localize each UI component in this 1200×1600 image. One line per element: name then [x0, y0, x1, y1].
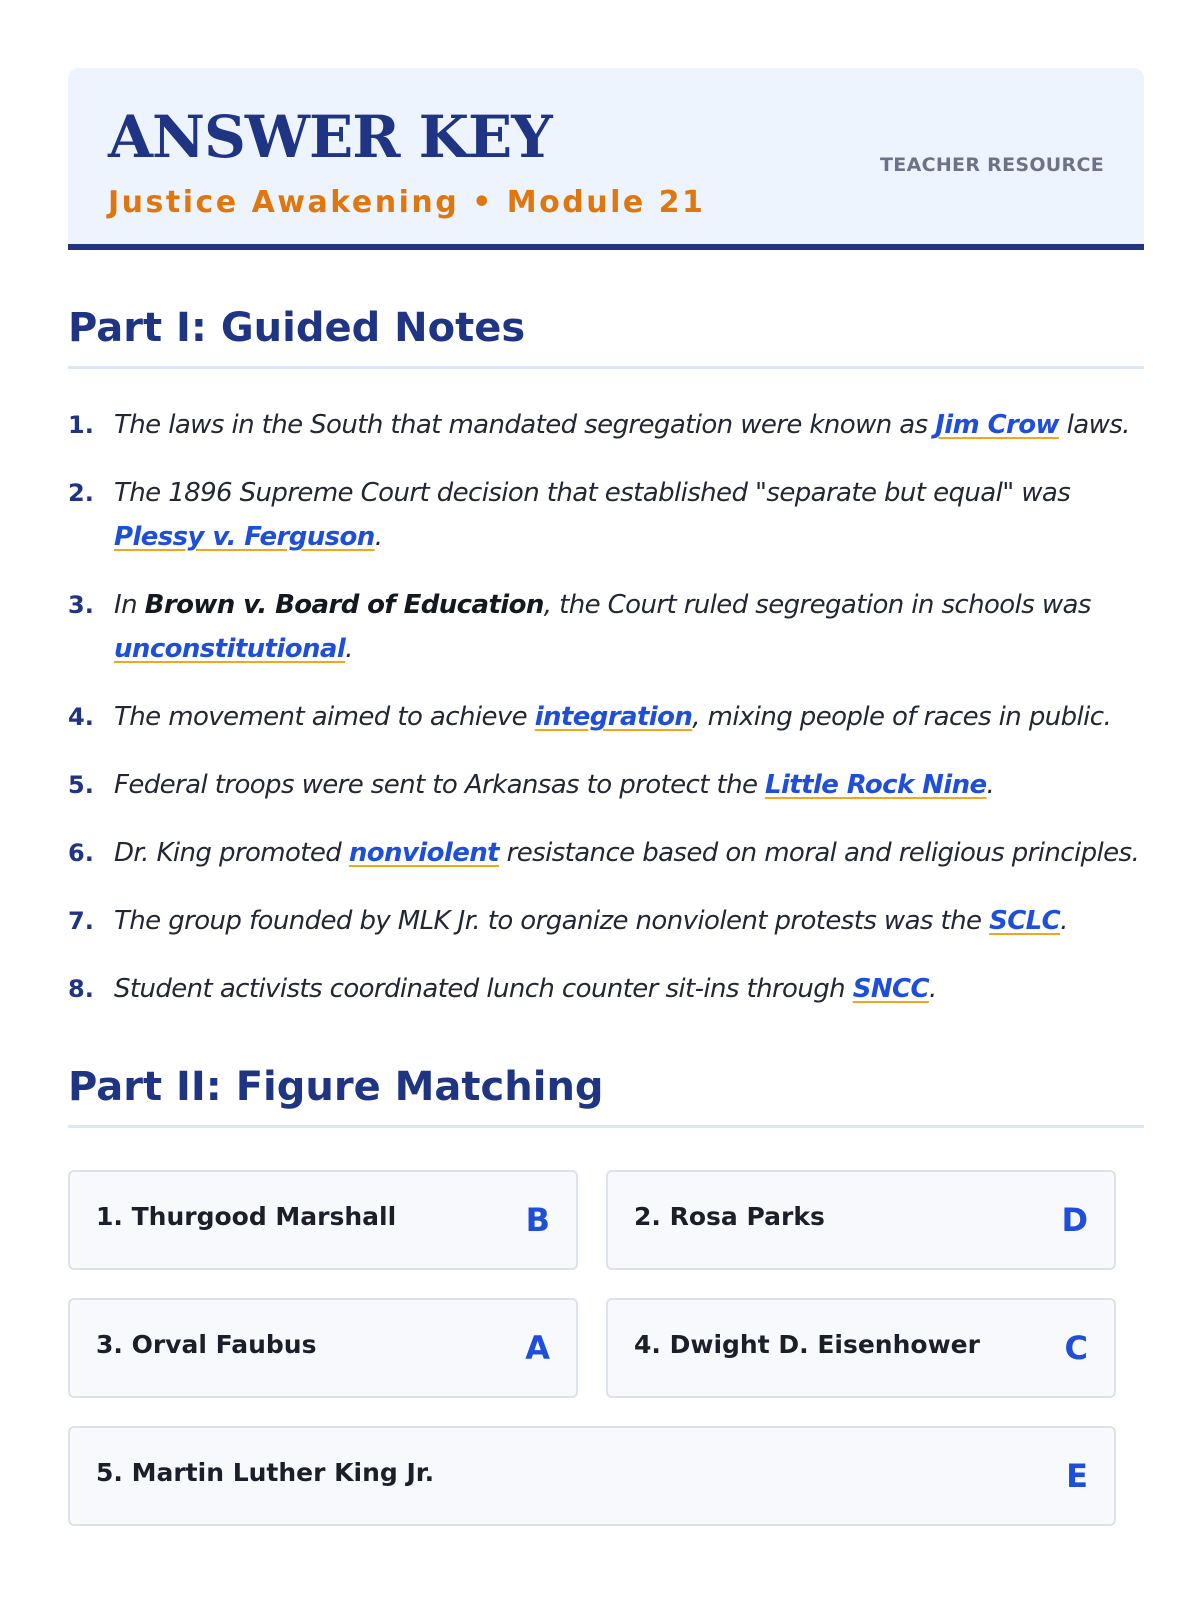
note-text-before: Student activists coordinated lunch counter sit-ins through	[114, 974, 853, 1004]
note-text-after: .	[345, 634, 353, 664]
note-answer: Plessy v. Ferguson	[114, 522, 375, 552]
note-text-before: The movement aimed to achieve	[114, 702, 535, 732]
note-item	[68, 967, 1144, 1011]
match-answer-letter: D	[1061, 1201, 1088, 1239]
match-answer-letter: B	[525, 1201, 550, 1239]
note-text-after: laws.	[1058, 410, 1130, 440]
section-title-guided-notes: Part I: Guided Notes	[68, 308, 1144, 369]
case-name-bold: Brown v. Board of Education	[144, 590, 544, 620]
figure-name: 4. Dwight D. Eisenhower	[634, 1329, 980, 1359]
note-number: 1.	[68, 411, 94, 439]
note-text-after: resistance based on moral and religious principles.	[498, 838, 1140, 868]
note-text	[114, 831, 1144, 875]
note-text-after: .	[374, 522, 383, 552]
note-item	[68, 831, 1144, 875]
match-card	[68, 1170, 578, 1270]
note-answer: integration	[534, 702, 693, 732]
note-text-before: The laws in the South that mandated segregation were known as	[114, 410, 936, 440]
note-number: 6.	[68, 839, 94, 867]
note-item	[68, 899, 1144, 943]
note-item	[68, 695, 1144, 739]
note-item	[68, 471, 1144, 559]
figure-name: 2. Rosa Parks	[634, 1201, 825, 1231]
teacher-resource-badge: TEACHER RESOURCE	[880, 154, 1104, 176]
note-number: 7.	[68, 907, 94, 935]
note-number: 8.	[68, 975, 94, 1003]
note-item	[68, 763, 1144, 807]
match-card	[68, 1298, 578, 1398]
header-banner	[68, 68, 1144, 250]
note-answer: Little Rock Nine	[765, 770, 987, 800]
note-number: 3.	[68, 591, 94, 619]
note-number: 5.	[68, 771, 94, 799]
note-text-before: The group founded by MLK Jr. to organize nonviolent protests was the	[114, 906, 990, 936]
note-text-before: Federal troops were sent to Arkansas to protect the	[114, 770, 766, 800]
note-text-after: , mixing people of races in public.	[692, 702, 1112, 732]
match-answer-letter: C	[1064, 1329, 1088, 1367]
note-text-before: The 1896 Supreme Court decision that established "separate but equal" was	[114, 478, 1071, 508]
module-subtitle: Justice Awakening • Module 21	[108, 185, 706, 220]
note-text-pre: In	[114, 590, 145, 620]
figure-matching-grid	[68, 1170, 1144, 1526]
note-text-after: .	[1060, 906, 1068, 936]
note-item	[68, 583, 1144, 671]
note-answer: SCLC	[989, 906, 1061, 936]
note-text	[114, 403, 1144, 447]
note-text-after: .	[986, 770, 995, 800]
note-answer: nonviolent	[348, 838, 499, 868]
match-answer-letter: A	[525, 1329, 550, 1367]
guided-notes-list	[68, 403, 1144, 1011]
match-card	[68, 1426, 1116, 1526]
note-answer: SNCC	[852, 974, 929, 1004]
note-answer: Jim Crow	[935, 410, 1059, 440]
note-text	[114, 899, 1144, 943]
section-title-figure-matching: Part II: Figure Matching	[68, 1067, 1144, 1128]
note-text	[114, 471, 1144, 559]
match-answer-letter: E	[1066, 1457, 1088, 1495]
note-text-before: , the Court ruled segregation in schools was	[543, 590, 1091, 620]
note-number: 4.	[68, 703, 94, 731]
page-title: ANSWER KEY	[108, 103, 552, 171]
match-card	[606, 1170, 1116, 1270]
figure-name: 5. Martin Luther King Jr.	[96, 1457, 435, 1487]
note-answer: unconstitutional	[114, 634, 346, 664]
match-card	[606, 1298, 1116, 1398]
note-text	[114, 695, 1144, 739]
note-text-after: .	[928, 974, 937, 1004]
note-text	[114, 763, 1144, 807]
note-item	[68, 403, 1144, 447]
note-text-before: Dr. King promoted	[114, 838, 349, 868]
note-text	[114, 967, 1144, 1011]
note-text	[114, 583, 1144, 671]
figure-name: 1. Thurgood Marshall	[96, 1201, 397, 1231]
note-number: 2.	[68, 479, 94, 507]
figure-name: 3. Orval Faubus	[96, 1329, 317, 1359]
